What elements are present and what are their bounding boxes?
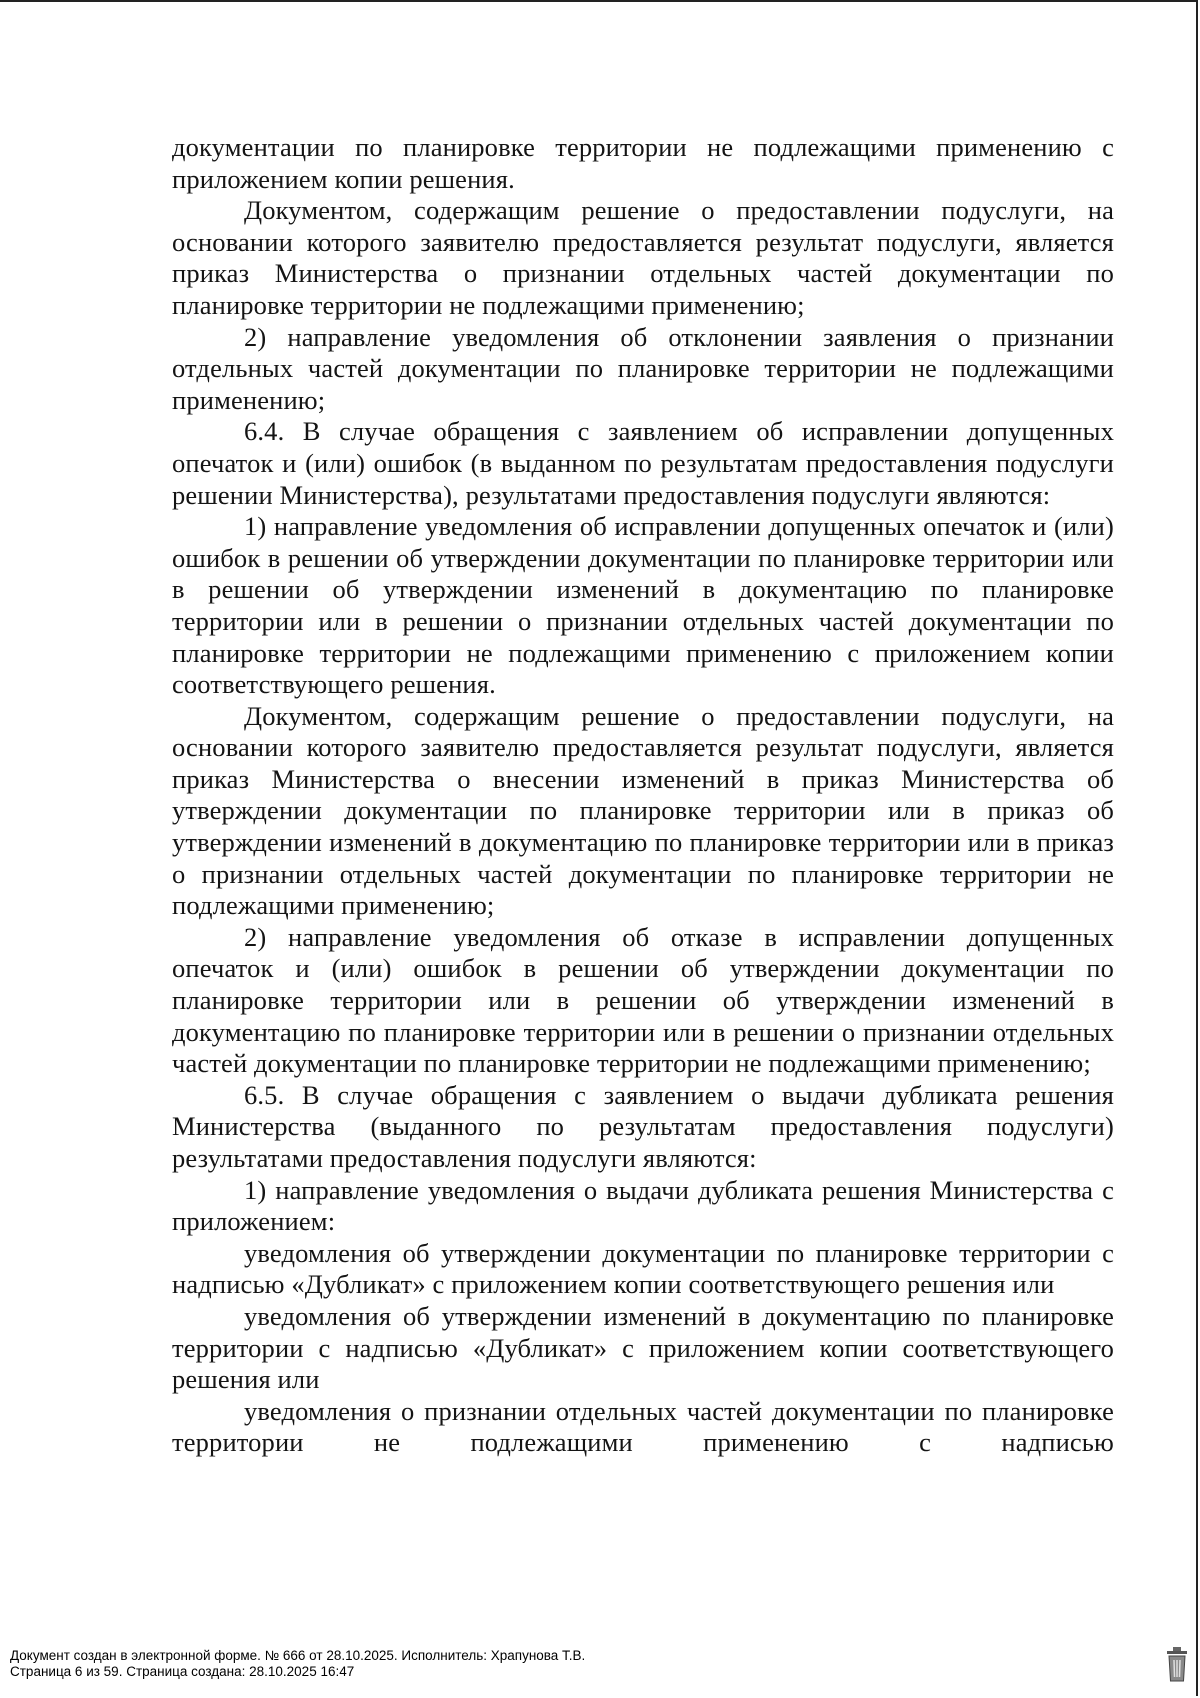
paragraph-12: уведомления о признании отдельных частей документации по планировке территории не подлежащими применению с надписью xyxy=(172,1395,1114,1458)
paragraph-4: 6.4. В случае обращения с заявлением об исправлении допущенных опечаток и (или) ошибок (в выданном по результатам предоставления подуслуги решении Министерства), результатами предоставления подуслуги являются: xyxy=(172,416,1114,510)
paragraph-2: Документом, содержащим решение о предоставлении подуслуги, на основании которого заявителю предоставляется результат подуслуги, является приказ Министерства о признании отдельных частей документации по планировке территории не подлежащими применению; xyxy=(172,195,1114,320)
paragraph-8: 6.5. В случае обращения с заявлением о выдачи дубликата решения Министерства (выданного по результатам предоставления подуслуги) результатами предоставления подуслуги являются: xyxy=(172,1079,1114,1173)
trash-icon xyxy=(1166,1646,1188,1682)
footer-line-2: Страница 6 из 59. Страница создана: 28.10.2025 16:47 xyxy=(10,1664,355,1679)
paragraph-10: уведомления об утверждении документации по планировке территории с надписью «Дубликат» с приложением копии соответствующего решения или xyxy=(172,1237,1114,1300)
footer-line-1: Документ создан в электронной форме. № 666 от 28.10.2025. Исполнитель: Храпунова Т.В. xyxy=(10,1648,586,1663)
document-body xyxy=(172,132,1114,1459)
paragraph-11: уведомления об утверждении изменений в документацию по планировке территории с надписью «Дубликат» с приложением копии соответствующего решения или xyxy=(172,1300,1114,1395)
paragraph-3: 2) направление уведомления об отклонении заявления о признании отдельных частей документации по планировке территории не подлежащими применению; xyxy=(172,321,1114,415)
paragraph-7: 2) направление уведомления об отказе в исправлении допущенных опечаток и (или) ошибок в решении об утверждении документации по планировке территории или в решении об утверждении изменений в документацию по планировке территории или в решении о признании отдельных частей документации по планировке территории не подлежащими применению; xyxy=(172,921,1114,1079)
document-footer xyxy=(10,1648,1110,1680)
paragraph-6: Документом, содержащим решение о предоставлении подуслуги, на основании которого заявителю предоставляется результат подуслуги, является приказ Министерства о внесении изменений в приказ Министерства об утверждении документации по планировке территории или в приказ об утверждении изменений в документацию по планировке территории или в приказ о признании отдельных частей документации по планировке территории не подлежащими применению; xyxy=(172,700,1114,921)
paragraph-5: 1) направление уведомления об исправлении допущенных опечаток и (или) ошибок в решении об утверждении документации по планировке территории или в решении об утверждении изменений в документацию по планировке территории или в решении о признании отдельных частей документации по планировке территории не подлежащими применению с приложением копии соответствующего решения. xyxy=(172,511,1114,700)
paragraph-1: документации по планировке территории не подлежащими применению с приложением копии решения. xyxy=(172,132,1114,194)
paragraph-9: 1) направление уведомления о выдачи дубликата решения Министерства с приложением: xyxy=(172,1174,1114,1237)
